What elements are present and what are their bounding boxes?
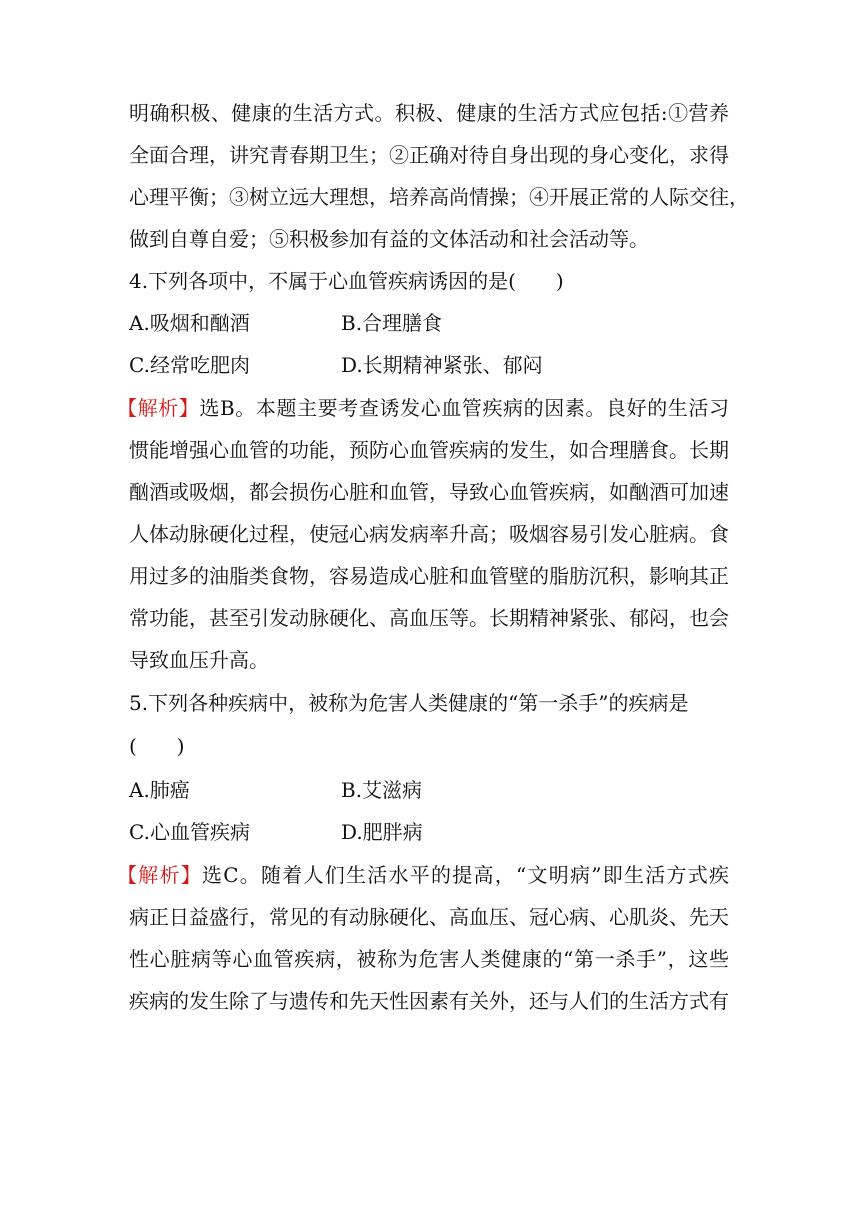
intro-line: 全面合理，讲究青春期卫生；②正确对待自身出现的身心变化，求得 (129, 143, 729, 167)
question-5-option-d: D.肥胖病 (341, 820, 423, 844)
question-5-analysis-text: 选C。随着人们生活水平的提高，“文明病”即生活方式疾 (202, 863, 729, 887)
question-5-stem-answer-blank: ( ) (129, 734, 185, 758)
question-4-stem: 4.下列各项中，不属于心血管疾病诱因的是( ) (129, 269, 564, 293)
question-5-option-a: A.肺癌 (129, 778, 190, 802)
question-4-analysis-first-line (117, 393, 729, 423)
question-4-options-row-2 (129, 350, 729, 380)
intro-line: 做到自尊自爱；⑤积极参加有益的文体活动和社会活动等。 (129, 227, 649, 251)
question-4-option-b: B.合理膳食 (341, 311, 443, 335)
question-4-analysis-line: 导致血压升高。 (129, 648, 269, 672)
question-5-options-row-1 (129, 775, 729, 805)
question-5-analysis-first-line (117, 860, 729, 890)
question-5-stem: 5.下列各种疾病中，被称为危害人类健康的“第一杀手”的疾病是 (129, 691, 689, 715)
question-5-option-c: C.心血管疾病 (129, 820, 250, 844)
analysis-tag: 【解析】 (117, 863, 202, 887)
question-5-option-b: B.艾滋病 (341, 778, 423, 802)
question-4-analysis-line: 人体动脉硬化过程，使冠心病发病率升高；吸烟容易引发心脏病。食 (129, 522, 729, 546)
question-5-options-row-2 (129, 817, 729, 847)
question-4-option-c: C.经常吃肥肉 (129, 353, 250, 377)
question-4-option-d: D.长期精神紧张、郁闷 (341, 353, 543, 377)
question-4-option-a: A.吸烟和酗酒 (129, 311, 250, 335)
analysis-tag: 【解析】 (117, 396, 200, 420)
question-4-analysis-text: 选B。本题主要考查诱发心血管疾病的因素。良好的生活习 (199, 396, 729, 420)
intro-line: 心理平衡；③树立远大理想，培养高尚情操；④开展正常的人际交往， (129, 185, 749, 209)
question-4-analysis-line: 常功能，甚至引发动脉硬化、高血压等。长期精神紧张、郁闷，也会 (129, 606, 729, 630)
question-4-options-row-1 (129, 308, 729, 338)
question-5-analysis-line: 病正日益盛行，常见的有动脉硬化、高血压、冠心病、心肌炎、先天 (129, 905, 729, 929)
question-4-analysis-line: 酗酒或吸烟，都会损伤心脏和血管，导致心血管疾病，如酗酒可加速 (129, 480, 729, 504)
question-5-analysis-line: 性心脏病等心血管疾病，被称为危害人类健康的“第一杀手”，这些 (129, 947, 729, 971)
question-4-analysis-line: 惯能增强心血管的功能，预防心血管疾病的发生，如合理膳食。长期 (129, 438, 729, 462)
intro-line: 明确积极、健康的生活方式。积极、健康的生活方式应包括:①营养 (129, 101, 729, 125)
question-4-analysis-line: 用过多的油脂类食物，容易造成心脏和血管壁的脂肪沉积，影响其正 (129, 564, 729, 588)
question-5-analysis-line: 疾病的发生除了与遗传和先天性因素有关外，还与人们的生活方式有 (129, 989, 729, 1013)
